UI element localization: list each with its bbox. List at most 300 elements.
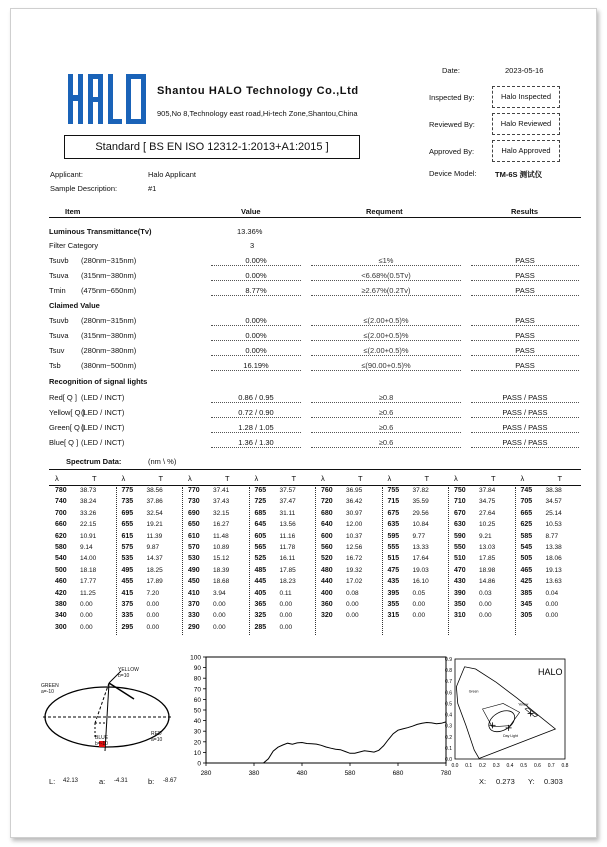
spectrum-transmittance: 9.77 — [412, 532, 426, 540]
x-tick-label: 280 — [200, 770, 212, 777]
lab-green-label: GREEN a=-10 — [41, 683, 59, 695]
spectrum-wavelength: 415 — [121, 589, 134, 597]
spectrum-lambda-header: λ — [454, 474, 458, 483]
applicant-label: Applicant: — [50, 170, 83, 179]
spectrum-col-divider — [315, 487, 316, 635]
spectrum-transmittance: 18.06 — [545, 555, 562, 563]
spectrum-wavelength: 760 — [321, 487, 333, 494]
spectrum-transmittance: 17.77 — [80, 578, 97, 586]
spectrum-transmittance: 38.38 — [545, 487, 562, 494]
row-value: 0.00% — [211, 331, 301, 341]
spectrum-wavelength: 460 — [55, 578, 67, 586]
spectrum-wavelength: 545 — [520, 544, 533, 551]
spectrum-wavelength: 710 — [454, 498, 466, 506]
row-requirement: ≥0.6 — [311, 423, 461, 433]
spectrum-transmittance: 0.11 — [279, 589, 292, 597]
row-requirement: ≥0.6 — [311, 438, 461, 448]
x-tick-label: 780 — [440, 770, 451, 777]
spectrum-wavelength: 635 — [387, 521, 400, 529]
spectrum-transmittance: 37.57 — [279, 487, 296, 494]
reviewed-box — [492, 113, 560, 135]
cie-x-tick-label: 0.5 — [520, 763, 528, 769]
cie-yellow-label: Yellow — [518, 702, 529, 707]
col-item: Item — [65, 207, 81, 216]
row-range: (315nm~380nm) — [81, 331, 137, 340]
spectrum-transmittance: 10.37 — [346, 532, 363, 540]
spectrum-wavelength: 750 — [454, 487, 466, 494]
spectrum-transmittance: 19.21 — [146, 521, 163, 529]
lab-b-label: b: — [148, 777, 155, 786]
cie-x-tick-label: 0.0 — [451, 763, 459, 769]
spectrum-wavelength: 385 — [520, 589, 533, 597]
spectrum-wavelength: 675 — [387, 509, 400, 517]
row-requirement: ≤(90.00+0.5)% — [311, 361, 461, 371]
spectrum-transmittance: 36.42 — [346, 498, 363, 506]
y-tick-label: 90 — [193, 665, 201, 673]
spectral-locus — [456, 667, 555, 759]
spectrum-transmittance: 10.84 — [412, 521, 429, 529]
y-tick-label: 30 — [193, 728, 201, 736]
inspected-value: Halo Inspected — [500, 92, 552, 101]
row-range: (LED / INCT) — [81, 393, 125, 402]
model-label: Device Model: — [429, 169, 477, 178]
spectrum-wavelength: 680 — [321, 509, 333, 517]
spectrum-wavelength: 625 — [520, 521, 533, 529]
spectrum-transmittance: 38.73 — [80, 487, 97, 494]
inspected-label: Inspected By: — [429, 93, 475, 102]
spectrum-transmittance: 25.14 — [545, 509, 562, 517]
spectrum-transmittance: 0.00 — [279, 623, 293, 631]
spectrum-transmittance: 12.00 — [346, 521, 363, 529]
spectrum-transmittance: 8.77 — [545, 532, 559, 540]
spectrum-wavelength: 730 — [188, 498, 200, 506]
approved-value: Halo Approved — [501, 146, 551, 155]
x-tick-label: 680 — [392, 770, 404, 777]
table-header-rule — [49, 217, 581, 218]
spectrum-transmittance: 0.05 — [412, 589, 426, 597]
transmittance-chart — [176, 647, 451, 779]
spectrum-transmittance: 11.25 — [80, 589, 96, 597]
spectrum-wavelength: 610 — [188, 532, 200, 540]
row-range: (280nm~315nm) — [81, 256, 137, 265]
cie-brand-label: HALO — [538, 667, 563, 677]
claimed-title: Claimed Value — [49, 301, 100, 310]
lum-title: Luminous Transmittance(Tv) — [49, 227, 152, 236]
spectrum-wavelength: 480 — [321, 566, 333, 574]
row-name: Tsuvb — [49, 256, 69, 265]
spectrum-transmittance: 38.24 — [80, 498, 97, 506]
spectrum-transmittance: 0.00 — [80, 623, 93, 631]
row-value: 1.28 / 1.05 — [211, 423, 301, 433]
spectrum-wavelength: 325 — [254, 612, 267, 620]
whitepoint-ellipse — [485, 706, 518, 736]
spectrum-wavelength: 375 — [121, 601, 134, 608]
lab-red-label: RED a=10 — [151, 731, 163, 743]
spectrum-transmittance: 0.08 — [346, 589, 359, 597]
spectrum-transmittance: 37.43 — [213, 498, 230, 506]
spectrum-transmittance: 38.56 — [146, 487, 163, 494]
spectrum-wavelength: 590 — [454, 532, 466, 540]
row-name: Tsuva — [49, 271, 69, 280]
spectrum-transmittance: 18.39 — [213, 566, 230, 574]
report-page — [10, 8, 597, 838]
col-value: Value — [241, 207, 261, 216]
transmittance-series-line — [216, 722, 446, 763]
lab-a-value: -4.31 — [114, 778, 128, 784]
cie-green-label: Green — [468, 689, 479, 694]
spectrum-transmittance: 34.75 — [479, 498, 496, 506]
spectrum-wavelength: 330 — [188, 612, 200, 620]
spectrum-lambda-header: λ — [121, 474, 126, 483]
row-value: 0.00% — [211, 256, 301, 266]
spectrum-col-divider — [182, 487, 183, 635]
spectrum-wavelength: 560 — [321, 544, 333, 551]
cie-x-tick-label: 0.2 — [479, 763, 486, 769]
spectrum-wavelength: 420 — [55, 589, 67, 597]
spectrum-transmittance: 0.00 — [346, 601, 359, 608]
spectrum-transmittance: 33.26 — [80, 509, 97, 517]
spectrum-wavelength: 300 — [55, 623, 67, 631]
sample-desc-label: Sample Description: — [50, 184, 118, 193]
cie-y-tick-label: 0.7 — [445, 679, 452, 686]
spectrum-wavelength: 335 — [121, 612, 134, 620]
spectrum-transmittance: 10.91 — [80, 532, 97, 540]
x-tick-label: 480 — [296, 770, 308, 777]
spectrum-wavelength: 315 — [387, 612, 400, 620]
spectrum-wavelength: 695 — [121, 509, 134, 517]
spectrum-wavelength: 705 — [520, 498, 533, 506]
spectrum-transmittance: 0.00 — [479, 612, 492, 620]
spectrum-wavelength: 350 — [454, 601, 466, 608]
cie-y-tick-label: 0.9 — [445, 657, 452, 663]
row-value: 0.00% — [211, 316, 301, 326]
spectrum-wavelength: 645 — [254, 521, 267, 529]
spectrum-transmittance: 0.00 — [412, 601, 426, 608]
spectrum-wavelength: 775 — [121, 487, 134, 494]
spectrum-transmittance: 0.03 — [479, 589, 492, 597]
spectrum-transmittance: 0.00 — [80, 612, 93, 620]
spectrum-transmittance: 16.72 — [346, 555, 363, 563]
inspected-box — [492, 86, 560, 108]
spectrum-wavelength: 310 — [454, 612, 466, 620]
spectrum-wavelength: 740 — [55, 498, 67, 506]
spectrum-wavelength: 400 — [321, 589, 333, 597]
row-range: (LED / INCT) — [81, 438, 125, 447]
row-value: 0.00% — [211, 271, 301, 281]
spectrum-wavelength: 485 — [254, 566, 267, 574]
lab-b-value: -8.67 — [163, 778, 177, 784]
spectrum-wavelength: 720 — [321, 498, 333, 506]
spectrum-transmittance: 9.14 — [80, 544, 93, 551]
spectrum-wavelength: 615 — [121, 532, 134, 540]
row-result: PASS — [471, 286, 579, 296]
spectrum-lambda-header: λ — [188, 474, 192, 483]
row-name: Yellow[ Q ] — [49, 408, 85, 417]
spectrum-wavelength: 630 — [454, 521, 466, 529]
standard-box — [64, 135, 360, 159]
spectrum-transmittance: 16.27 — [213, 521, 230, 529]
cie-y-tick-label: 0.3 — [445, 723, 452, 730]
applicant-value: Halo Applicant — [148, 170, 196, 179]
spectrum-transmittance: 0.00 — [146, 623, 160, 631]
spectrum-wavelength: 555 — [387, 544, 400, 551]
spectrum-wavelength: 305 — [520, 612, 533, 620]
row-range: (315nm~380nm) — [81, 271, 137, 280]
row-requirement: <6.68%(0.5Tv) — [311, 271, 461, 281]
spectrum-wavelength: 550 — [454, 544, 466, 551]
cie-y-label: Y: — [528, 777, 535, 786]
cie-y-value: 0.303 — [544, 777, 563, 786]
spectrum-wavelength: 530 — [188, 555, 200, 563]
row-result: PASS / PASS — [471, 438, 579, 448]
spectrum-transmittance: 12.56 — [346, 544, 363, 551]
y-tick-label: 60 — [193, 696, 201, 704]
filter-value: 3 — [250, 241, 255, 250]
cie-daylight-label: Day Light — [503, 733, 518, 738]
row-range: (LED / INCT) — [81, 423, 125, 432]
spectrum-transmittance: 17.64 — [412, 555, 429, 563]
spectrum-wavelength: 295 — [121, 623, 134, 631]
spectrum-transmittance: 0.00 — [545, 601, 559, 608]
row-name: Tsuv — [49, 346, 65, 355]
spectrum-lambda-header: λ — [520, 474, 525, 483]
spectrum-wavelength: 435 — [387, 578, 400, 586]
spectrum-wavelength: 475 — [387, 566, 400, 574]
row-value: 0.00% — [211, 346, 301, 356]
spectrum-wavelength: 570 — [188, 544, 200, 551]
spectrum-col-divider — [249, 487, 250, 635]
company-address: 905,No 8,Technology east road,Hi-tech Zone,Shantou,China — [157, 109, 358, 118]
spectrum-transmittance: 0.00 — [279, 601, 293, 608]
spectrum-transmittance: 30.97 — [346, 509, 363, 517]
cie-chart — [433, 647, 583, 775]
cie-y-tick-label: 0.8 — [445, 668, 452, 675]
spectrum-transmittance: 14.00 — [80, 555, 97, 563]
row-range: (280nm~315nm) — [81, 316, 137, 325]
y-tick-label: 20 — [193, 739, 201, 747]
cie-x-tick-label: 0.4 — [506, 763, 514, 769]
col-results: Results — [511, 207, 539, 216]
spectrum-t-header: T — [225, 474, 230, 483]
row-value: 8.77% — [211, 286, 301, 296]
spectrum-wavelength: 745 — [520, 487, 533, 494]
spectrum-transmittance: 13.03 — [479, 544, 496, 551]
cie-x-tick-label: 0.1 — [465, 763, 473, 769]
spectrum-lambda-header: λ — [254, 474, 259, 483]
cie-x-tick-label: 0.7 — [547, 763, 555, 769]
lum-value: 13.36% — [237, 227, 263, 236]
spectrum-transmittance: 11.16 — [279, 532, 296, 540]
spectrum-wavelength: 535 — [121, 555, 134, 563]
spectrum-t-header: T — [557, 474, 563, 483]
spectrum-transmittance: 37.86 — [146, 498, 163, 506]
row-name: Red[ Q ] — [49, 393, 77, 402]
cie-y-tick-label: 0.1 — [445, 745, 452, 752]
lab-blue-label: BLUE b=-10 — [95, 735, 109, 747]
row-name: Tsuva — [49, 331, 69, 340]
spectrum-wavelength: 650 — [188, 521, 200, 529]
spectrum-wavelength: 470 — [454, 566, 466, 574]
spectrum-wavelength: 780 — [55, 487, 67, 494]
row-result: PASS — [471, 271, 579, 281]
spectrum-wavelength: 715 — [387, 498, 400, 506]
reviewed-label: Reviewed By: — [429, 120, 475, 129]
spectrum-transmittance: 37.47 — [279, 498, 296, 506]
spectrum-transmittance: 13.33 — [412, 544, 429, 551]
spectrum-wavelength: 660 — [55, 521, 67, 529]
cie-x-tick-label: 0.3 — [492, 763, 500, 769]
row-name: Green[ Q ] — [49, 423, 85, 432]
spectrum-transmittance: 9.87 — [146, 544, 160, 551]
lab-L-label: L: — [49, 777, 56, 786]
spectrum-transmittance: 37.41 — [213, 487, 230, 494]
spectrum-wavelength: 520 — [321, 555, 333, 563]
row-requirement: ≤(2.00+0.5)% — [311, 331, 461, 341]
y-tick-label: 100 — [190, 654, 201, 662]
spectrum-wavelength: 450 — [188, 578, 200, 586]
spectrum-transmittance: 17.85 — [279, 566, 296, 574]
spectrum-wavelength: 565 — [254, 544, 267, 551]
spectrum-lambda-header: λ — [55, 474, 59, 483]
row-result: PASS — [471, 331, 579, 341]
spectrum-wavelength: 685 — [254, 509, 267, 517]
spectrum-header-rule — [49, 485, 581, 486]
spectrum-wavelength: 640 — [321, 521, 333, 529]
lab-sphere-diagram — [39, 659, 189, 769]
spectrum-transmittance: 9.21 — [479, 532, 492, 540]
spectrum-transmittance: 11.39 — [146, 532, 163, 540]
spectrum-transmittance: 13.63 — [545, 578, 562, 586]
spectrum-transmittance: 19.32 — [346, 566, 363, 574]
spectrum-wavelength: 735 — [121, 498, 134, 506]
spectrum-rule — [49, 469, 581, 470]
reviewed-value: Halo Reviewed — [500, 119, 552, 128]
halo-logo — [67, 73, 149, 125]
spectrum-transmittance: 0.00 — [213, 623, 226, 631]
spectrum-transmittance: 16.11 — [279, 555, 296, 563]
spectrum-wavelength: 525 — [254, 555, 267, 563]
spectrum-wavelength: 380 — [55, 601, 67, 608]
row-requirement: ≤(2.00+0.5)% — [311, 316, 461, 326]
row-requirement: ≥0.8 — [311, 393, 461, 403]
spectrum-transmittance: 0.00 — [146, 601, 160, 608]
spectrum-transmittance: 13.56 — [279, 521, 296, 529]
spectrum-transmittance: 29.56 — [412, 509, 429, 517]
signal-title: Recognition of signal lights — [49, 377, 148, 386]
spectrum-transmittance: 17.89 — [146, 578, 163, 586]
y-tick-label: 50 — [193, 707, 201, 715]
sample-desc-value: #1 — [148, 184, 157, 193]
spectrum-transmittance: 0.00 — [213, 612, 226, 620]
cie-y-tick-label: 0.5 — [445, 701, 452, 708]
row-result: PASS — [471, 346, 579, 356]
spectrum-transmittance: 37.82 — [412, 487, 429, 494]
spectrum-transmittance: 3.94 — [213, 589, 226, 597]
row-requirement: ≤(2.00+0.5)% — [311, 346, 461, 356]
row-name: Tsuvb — [49, 316, 69, 325]
spectrum-col-divider — [515, 487, 516, 635]
spectrum-transmittance: 10.25 — [479, 521, 496, 529]
spectrum-transmittance: 31.11 — [279, 509, 296, 517]
date-label: Date: — [442, 66, 460, 75]
row-value: 0.72 / 0.90 — [211, 408, 301, 418]
row-result: PASS / PASS — [471, 408, 579, 418]
spectrum-title: Spectrum Data: — [66, 457, 122, 466]
spectrum-wavelength: 395 — [387, 589, 400, 597]
spectrum-transmittance: 11.78 — [279, 544, 296, 551]
approved-label: Approved By: — [429, 147, 475, 156]
spectrum-col-divider — [448, 487, 449, 635]
spectrum-transmittance: 14.37 — [146, 555, 163, 563]
spectrum-transmittance: 18.23 — [279, 578, 296, 586]
spectrum-transmittance: 10.89 — [213, 544, 230, 551]
cie-x-value: 0.273 — [496, 777, 515, 786]
row-requirement: ≤1% — [311, 256, 461, 266]
row-result: PASS — [471, 316, 579, 326]
spectrum-transmittance: 35.59 — [412, 498, 429, 506]
spectrum-col-divider — [116, 487, 117, 635]
spectrum-transmittance: 0.00 — [213, 601, 226, 608]
spectrum-lambda-header: λ — [321, 474, 325, 483]
spectrum-transmittance: 7.20 — [146, 589, 160, 597]
spectrum-transmittance: 34.57 — [545, 498, 562, 506]
lab-L-value: 42.13 — [63, 778, 79, 784]
filter-label: Filter Category — [49, 241, 99, 250]
spectrum-wavelength: 370 — [188, 601, 200, 608]
spectrum-transmittance: 19.13 — [545, 566, 562, 574]
spectrum-wavelength: 510 — [454, 555, 466, 563]
spectrum-wavelength: 320 — [321, 612, 333, 620]
row-result: PASS — [471, 256, 579, 266]
row-result: PASS / PASS — [471, 393, 579, 403]
row-requirement: ≥2.67%(0.2Tv) — [311, 286, 461, 296]
spectrum-wavelength: 340 — [55, 612, 67, 620]
spectrum-wavelength: 595 — [387, 532, 400, 540]
spectrum-wavelength: 495 — [121, 566, 134, 574]
spectrum-t-header: T — [491, 474, 496, 483]
cie-y-tick-label: 0.4 — [445, 712, 452, 719]
row-value: 0.86 / 0.95 — [211, 393, 301, 403]
spectrum-unit: (nm \ %) — [148, 457, 177, 466]
spectrum-wavelength: 755 — [387, 487, 400, 494]
col-requment: Requment — [366, 207, 403, 216]
spectrum-t-header: T — [358, 474, 363, 483]
row-name: Tsb — [49, 361, 61, 370]
spectrum-wavelength: 425 — [520, 578, 533, 586]
spectrum-transmittance: 0.00 — [346, 612, 359, 620]
spectrum-wavelength: 360 — [321, 601, 333, 608]
spectrum-wavelength: 290 — [188, 623, 200, 631]
cie-y-tick-label: 0.0 — [445, 757, 452, 763]
y-tick-label: 40 — [193, 718, 201, 726]
spectrum-transmittance: 0.00 — [146, 612, 160, 620]
spectrum-wavelength: 390 — [454, 589, 466, 597]
spectrum-transmittance: 37.84 — [479, 487, 496, 494]
spectrum-transmittance: 22.15 — [80, 521, 97, 529]
spectrum-transmittance: 0.04 — [545, 589, 559, 597]
spectrum-transmittance: 16.10 — [412, 578, 429, 586]
spectrum-wavelength: 285 — [254, 623, 267, 631]
spectrum-wavelength: 585 — [520, 532, 533, 540]
y-tick-label: 0 — [197, 760, 201, 768]
spectrum-transmittance: 0.00 — [479, 601, 492, 608]
spectrum-wavelength: 540 — [55, 555, 67, 563]
spectrum-transmittance: 15.12 — [213, 555, 230, 563]
spectrum-t-header: T — [291, 474, 297, 483]
spectrum-transmittance: 0.00 — [545, 612, 559, 620]
y-tick-label: 80 — [193, 675, 201, 683]
spectrum-wavelength: 700 — [55, 509, 67, 517]
